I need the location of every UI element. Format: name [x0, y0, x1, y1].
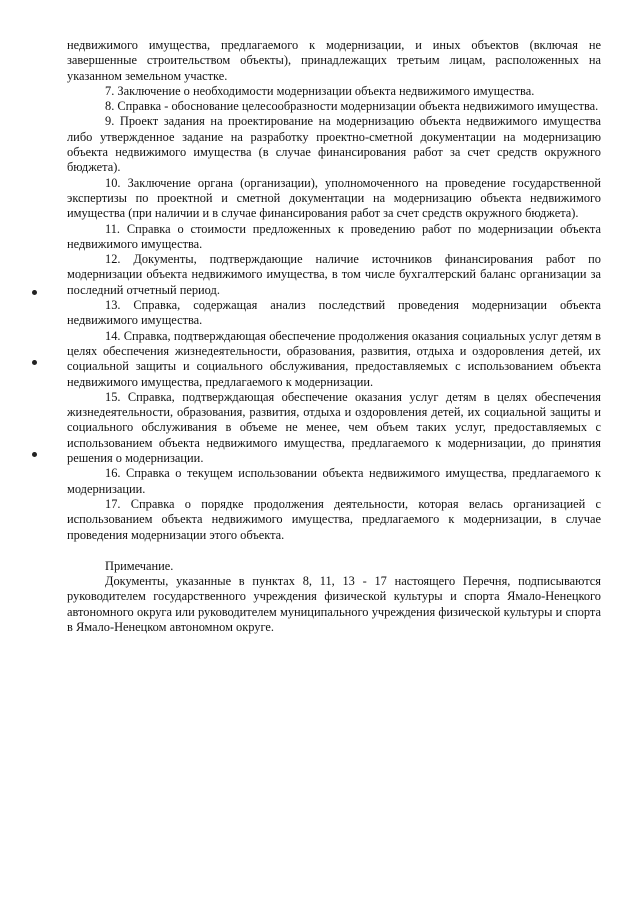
paragraph-item-8: 8. Справка - обоснование целесообразности модернизации объекта недвижимого имущества. — [105, 99, 599, 114]
paragraph-item-10: 10. Заключение органа (организации), уполномоченного на проведение государственной экспертизы по проектной и сметной документации на модернизацию объекта недвижимого имущества (при наличии и в случае финансирования работ за счет средств окружного бюджета). — [67, 175, 601, 221]
note-text: Документы, указанные в пунктах 8, 11, 13 - 17 настоящего Перечня, подписываются руководителем государственного учреждения физической культуры и спорта Ямало-Ненецкого автономного округа или руководителем муниципального учреждения физической культуры и спорта в Ямало-Ненецком автономном округе. — [67, 574, 601, 634]
paragraph-item-12: 12. Документы, подтверждающие наличие источников финансирования работ по модернизации объекта недвижимого имущества, в том числе бухгалтерский баланс организации за последний отчетный период. — [67, 252, 601, 297]
paragraph-item-11: 11. Справка о стоимости предложенных к проведению работ по модернизации объекта недвижимого имущества. — [67, 221, 601, 251]
note-section — [67, 559, 601, 635]
paragraph-item-14: 14. Справка, подтверждающая обеспечение продолжения оказания социальных услуг детям в целях обеспечения жизнедеятельности, образования, развития, отдыха и оздоровления детей, их социальной защиты и социального обслуживания, предоставляемых с использованием объекта недвижимого имущества, предлагаемого к модернизации. — [67, 328, 601, 389]
scan-dot-mark — [32, 452, 37, 457]
paragraph-item-17: 17. Справка о порядке продолжения деятельности, которая велась организацией с использованием объекта недвижимого имущества, предлагаемого к модернизации, в случае проведения модернизации этого объекта. — [67, 496, 601, 542]
paragraph-item-16: 16. Справка о текущем использовании объекта недвижимого имущества, предлагаемого к модернизации. — [67, 466, 601, 496]
scan-dot-mark — [32, 290, 37, 295]
paragraph-continuation: недвижимого имущества, предлагаемого к модернизации, и иных объектов (включая не завершенные строительством объекты), принадлежащих третьим лицам, расположенных на указанном земельном участке. — [67, 38, 601, 83]
scan-dot-mark — [32, 360, 37, 365]
paragraph-item-7: 7. Заключение о необходимости модернизации объекта недвижимого имущества. — [105, 83, 535, 98]
document-body — [67, 38, 601, 635]
paragraph-item-13: 13. Справка, содержащая анализ последствий проведения модернизации объекта недвижимого имущества. — [67, 298, 601, 328]
paragraph-item-15: 15. Справка, подтверждающая обеспечение оказания услуг детям в целях обеспечения жизнедеятельности, образования, развития, отдыха и оздоровления детей, их социальной защиты и социального обслуживания в объеме не менее, чем объем таких услуг, предоставляемых с использованием объекта недвижимого имущества, предлагаемого к модернизации, до принятия решения о модернизации. — [67, 389, 601, 466]
paragraph-item-9: 9. Проект задания на проектирование на модернизацию объекта недвижимого имущества либо утвержденное задание на разработку проектно-сметной документации на модернизацию объекта недвижимого имущества (в случае финансирования работ за счет средств окружного бюджета). — [67, 114, 601, 175]
note-title: Примечание. — [105, 558, 174, 573]
